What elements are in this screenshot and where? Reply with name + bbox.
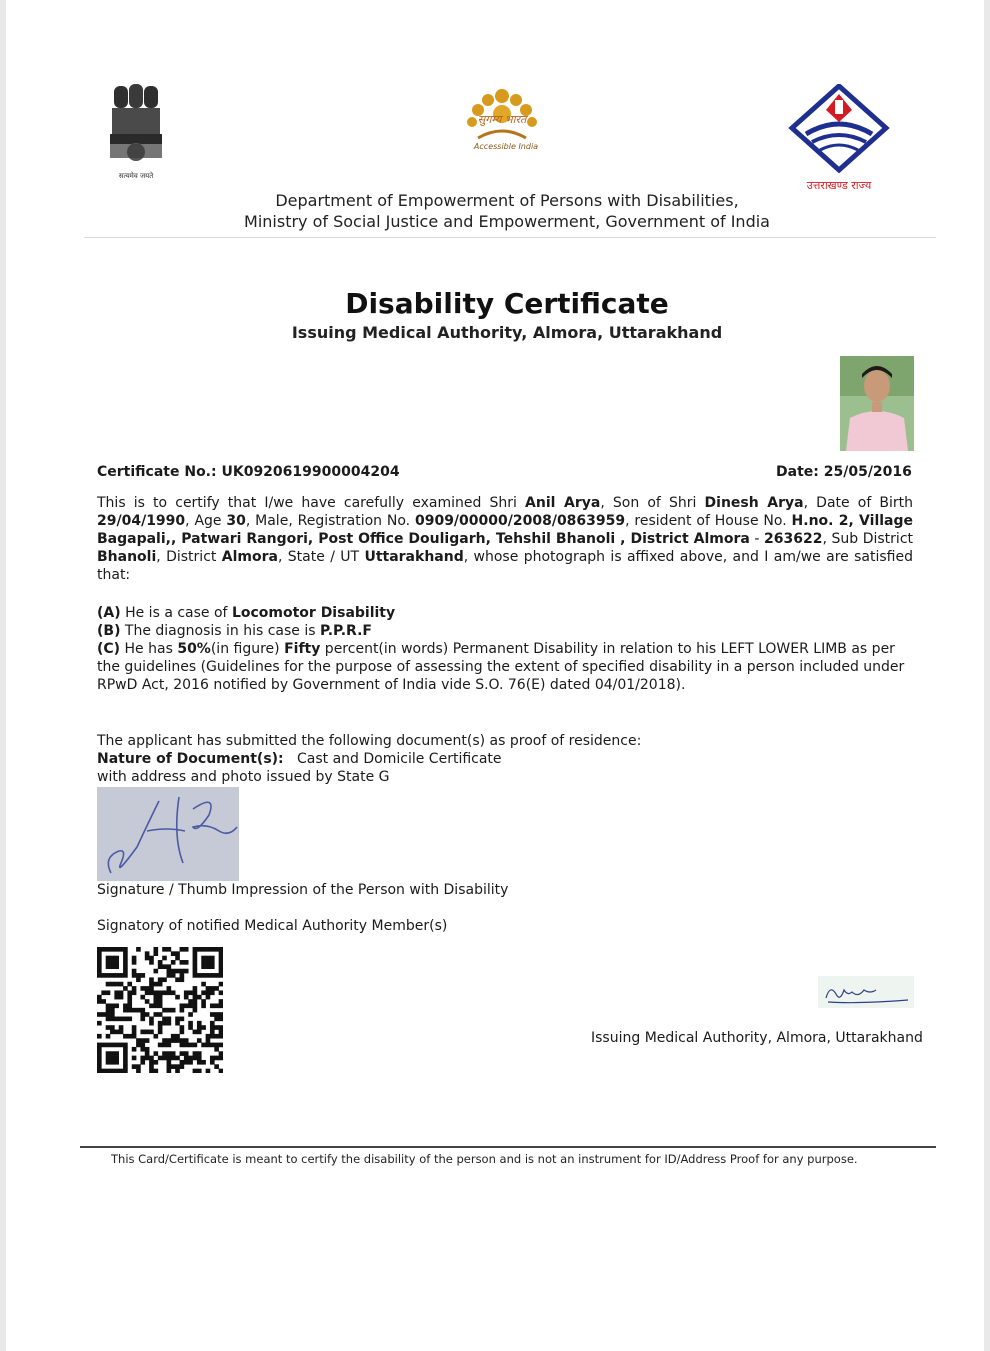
sub-district: Bhanoli: [97, 549, 157, 565]
documents-extra: with address and photo issued by State G: [97, 769, 390, 785]
disability-percent: 50%: [177, 641, 211, 657]
age: 30: [226, 513, 246, 529]
text-run: percent(in words) Permanent Disability in relation to his LEFT LOWER LIMB as per the guidelines (Guidelines for the purpose of assessing the extent of specified disability in a person included under RPwD Act, 2016 notified by Government of India vide S.O. 76(E) dated 04/01/2018).: [97, 641, 905, 693]
disability-percent-words: Fifty: [284, 641, 321, 657]
finding-label: (B): [97, 623, 121, 639]
finding-b: [97, 622, 372, 640]
issuing-authority: Issuing Medical Authority, Almora, Uttarakhand: [591, 1030, 923, 1046]
certificate-date: [776, 463, 912, 481]
nature-value: Cast and Domicile Certificate: [297, 751, 502, 767]
authority-signatory-caption: Signatory of notified Medical Authority Member(s): [97, 918, 448, 934]
logo-hindi-text: सुगम्य भारत: [477, 113, 527, 126]
text-run: , Sub District: [822, 531, 914, 547]
qr-code: [97, 947, 223, 1073]
documents-nature: [97, 750, 502, 768]
certification-paragraph: [97, 494, 913, 584]
district: Almora: [221, 549, 278, 565]
date-label: Date:: [776, 464, 819, 480]
page-subtitle: Issuing Medical Authority, Almora, Uttarakhand: [291, 323, 723, 342]
department-line-1: Department of Empowerment of Persons with Disabilities,: [275, 191, 739, 210]
text-run: (in figure): [210, 641, 285, 657]
text-run: He is a case of: [120, 605, 232, 621]
date-value: 25/05/2016: [823, 464, 912, 480]
footer-divider: [80, 1146, 936, 1148]
applicant-signature: [97, 787, 239, 881]
text-run: This is to certify that I/we have carefully examined Shri: [97, 495, 526, 511]
text-run: , Son of Shri: [600, 495, 705, 511]
certificate-number: [97, 463, 400, 481]
text-run: , Date of Birth: [803, 495, 914, 511]
date-of-birth: 29/04/1990: [97, 513, 186, 529]
finding-c: [97, 640, 913, 694]
nature-label: Nature of Document(s):: [97, 751, 284, 767]
uttarakhand-logo: [788, 84, 890, 192]
applicant-signature-caption: Signature / Thumb Impression of the Person with Disability: [97, 882, 509, 898]
header-divider: [84, 237, 936, 238]
certificate-page: [6, 0, 984, 1351]
registration-number: 0909/00000/2008/0863959: [414, 513, 626, 529]
applicant-photo: [840, 356, 914, 451]
state-logo-text: उत्तराखण्ड राज्य: [806, 179, 872, 192]
text-run: He has: [120, 641, 178, 657]
text-run: , State / UT: [277, 549, 365, 565]
finding-a: [97, 604, 395, 622]
emblem-motto: सत्यमेव जयते: [118, 172, 154, 180]
state: Uttarakhand: [364, 549, 464, 565]
text-run: , Age: [185, 513, 227, 529]
text-run: , whose photograph is affixed above, and I am/we are satisfied that:: [97, 549, 913, 583]
department-line-2: Ministry of Social Justice and Empowerment, Government of India: [244, 212, 770, 231]
disability-type: Locomotor Disability: [231, 605, 396, 621]
page-title: Disability Certificate: [345, 287, 669, 320]
pincode: 263622: [764, 531, 823, 547]
finding-label: (A): [97, 605, 121, 621]
text-run: , Male, Registration No.: [245, 513, 415, 529]
accessible-india-logo: [458, 86, 546, 164]
logo-english-text: Accessible India: [473, 142, 539, 151]
text-run: , resident of House No.: [625, 513, 792, 529]
national-emblem: [104, 84, 168, 180]
text-run: -: [749, 531, 765, 547]
diagnosis: P.P.R.F: [320, 623, 372, 639]
text-run: The diagnosis in his case is: [120, 623, 321, 639]
text-run: , District: [156, 549, 222, 565]
authority-signature: [818, 976, 914, 1008]
documents-intro: The applicant has submitted the following document(s) as proof of residence:: [97, 733, 642, 749]
address: H.no. 2, Village Bagapali,, Patwari Rangori, Post Office Douligarh, Tehshil Bhanoli , District Almora: [97, 513, 914, 547]
footer-note: This Card/Certificate is meant to certify the disability of the person and is not an instrument for ID/Address Proof for any purpose.: [111, 1152, 858, 1166]
applicant-name: Anil Arya: [525, 495, 601, 511]
certificate-number-label: Certificate No.:: [97, 464, 217, 480]
father-name: Dinesh Arya: [704, 495, 804, 511]
finding-label: (C): [97, 641, 121, 657]
certificate-number-value: UK0920619900004204: [221, 464, 400, 480]
